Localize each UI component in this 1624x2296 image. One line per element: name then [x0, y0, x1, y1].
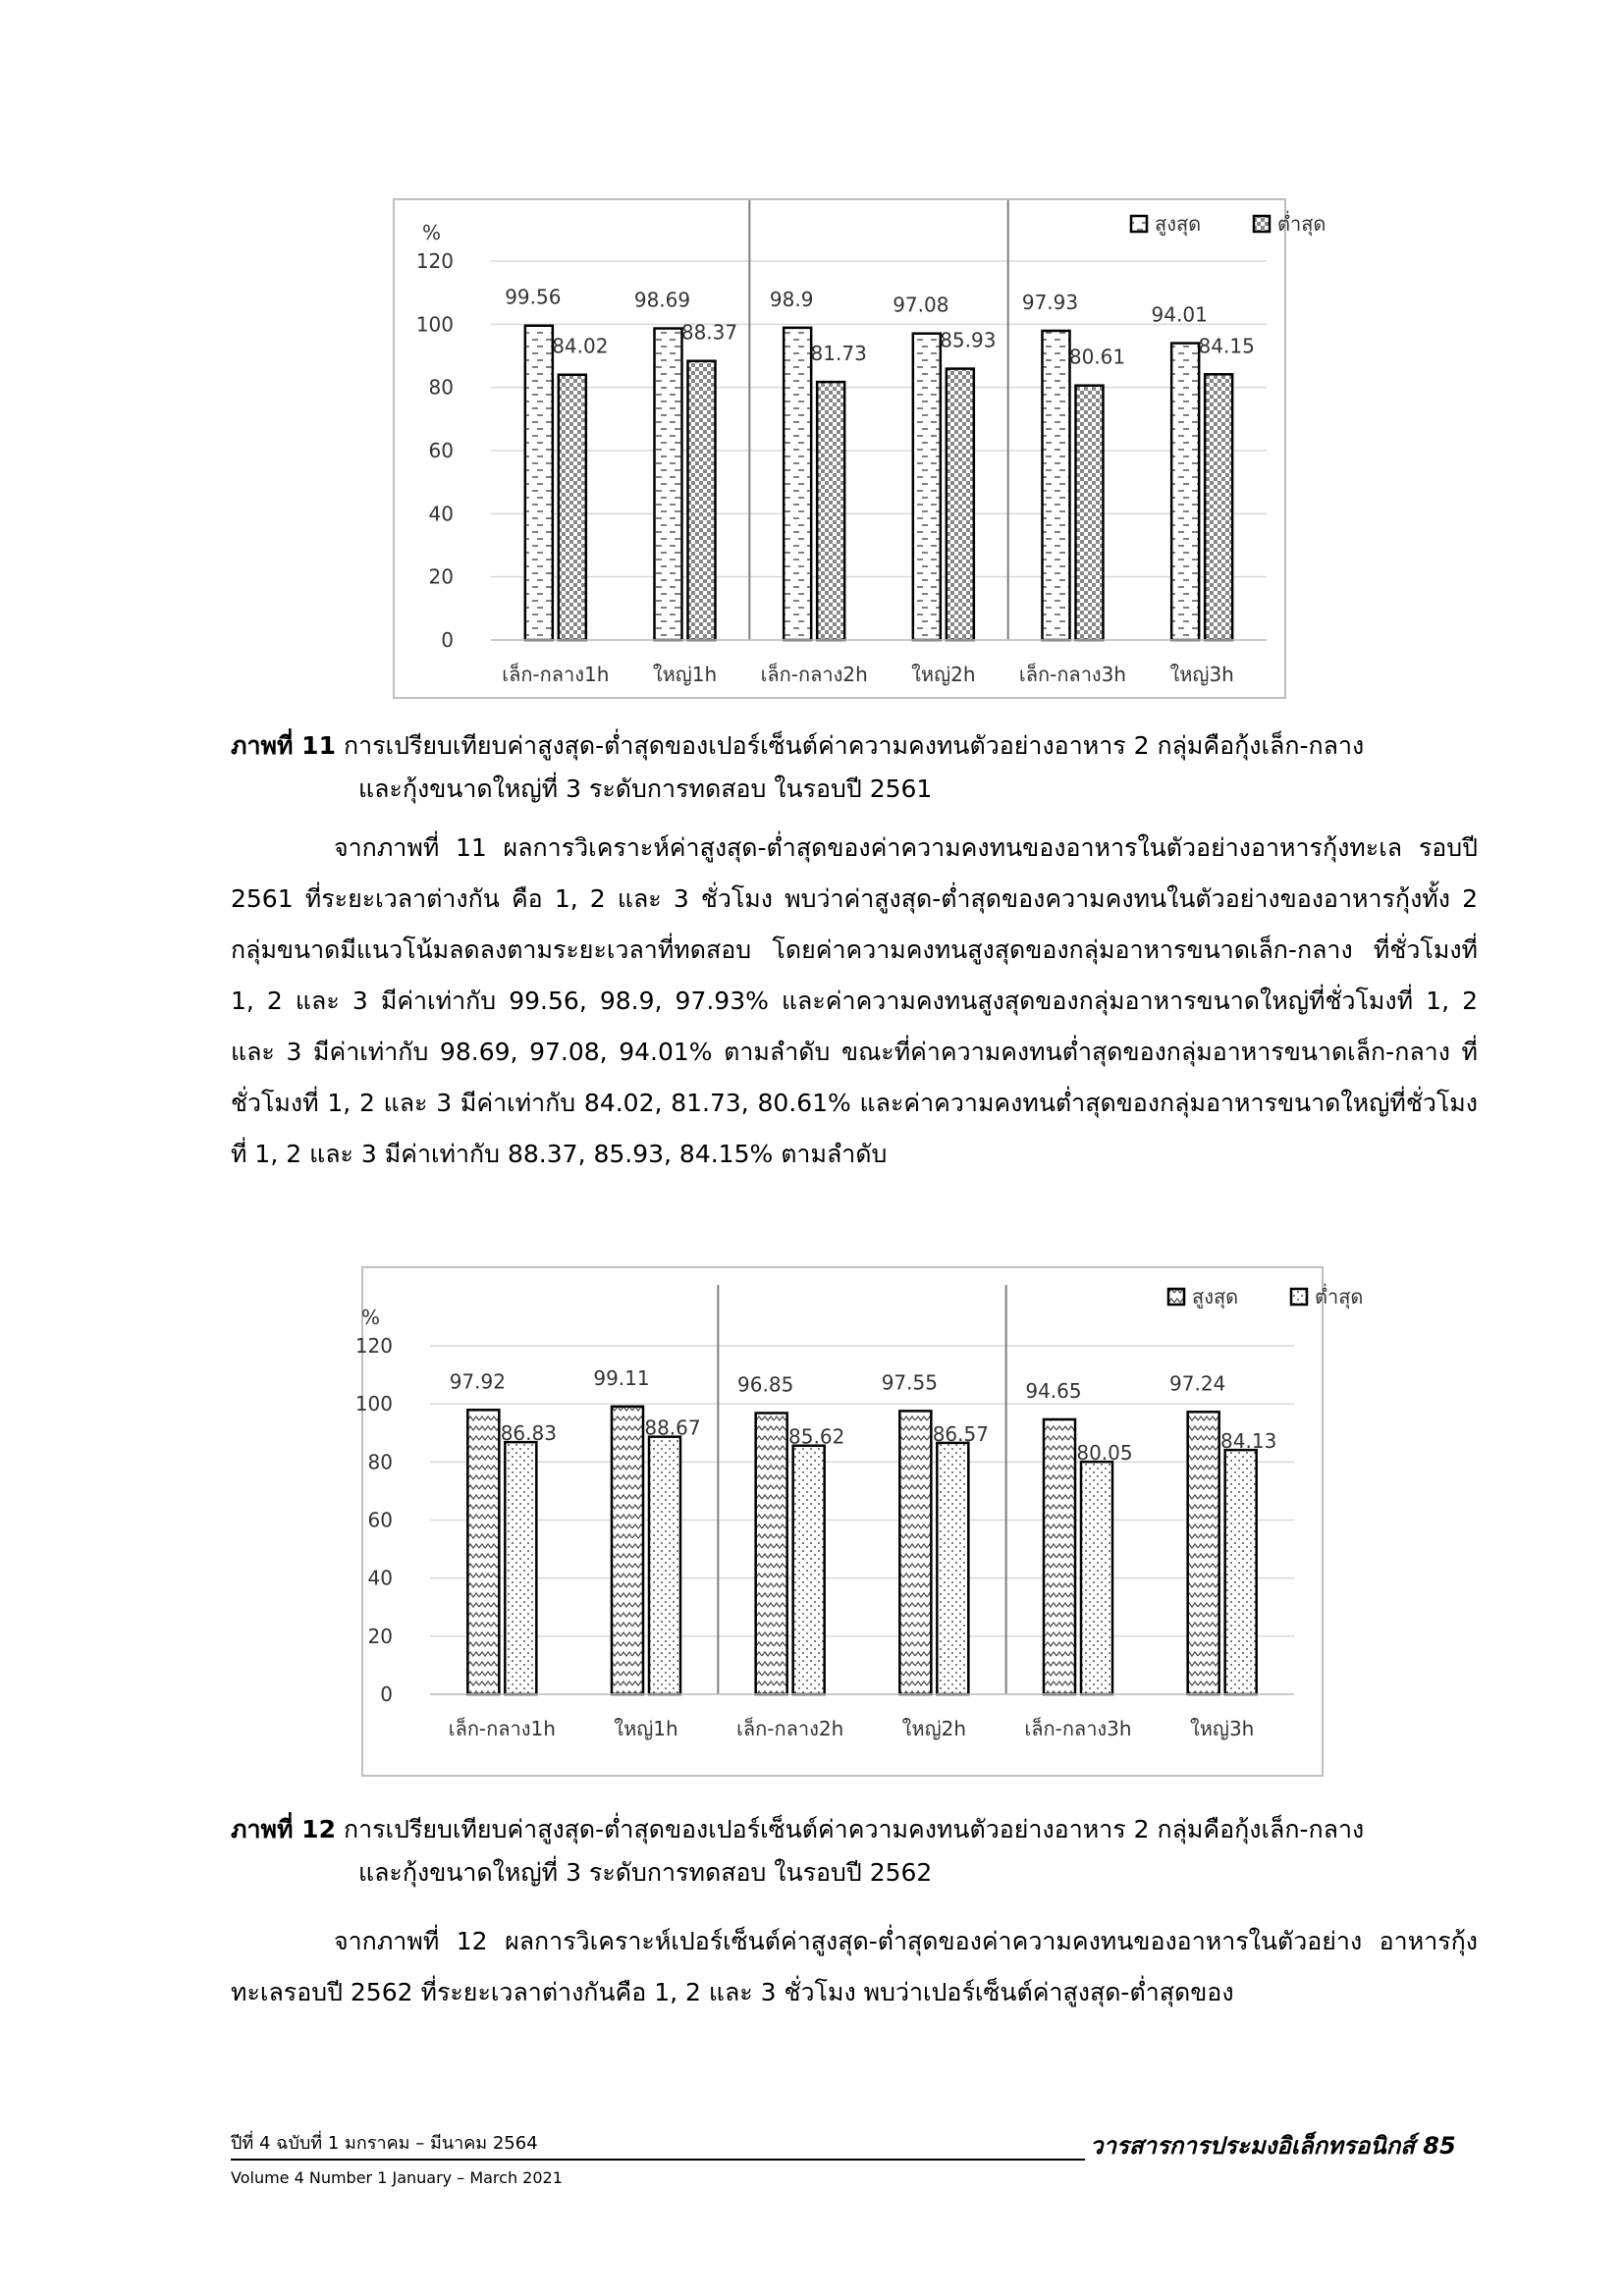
- data-label: 88.37: [680, 320, 738, 345]
- y-tick-label: 80: [367, 1450, 393, 1474]
- y-tick-label: 0: [380, 1682, 393, 1706]
- data-label: 88.67: [644, 1415, 701, 1440]
- y-tick-label: 40: [428, 502, 454, 526]
- footer-divider: [231, 2159, 1085, 2161]
- data-label: 94.01: [1151, 302, 1208, 327]
- bar-min: [559, 375, 586, 640]
- bar-min: [947, 369, 974, 640]
- figure-12-caption-line1: การเปรียบเทียบค่าสูงสุด-ต่ำสุดของเปอร์เซ็นต์ค่าความคงทนตัวอย่างอาหาร 2 กลุ่มคือกุ้งเล็ก-กลาง: [343, 1815, 1365, 1843]
- legend-label: สูงสุด: [1192, 1285, 1239, 1308]
- y-tick-label: 120: [415, 249, 454, 273]
- figure-12-caption-line2: และกุ้งขนาดใหญ่ที่ 3 ระดับการทดสอบ ในรอบปี 2562: [358, 1858, 933, 1887]
- data-label: 84.02: [552, 334, 609, 358]
- bar-min: [649, 1437, 680, 1694]
- y-tick-label: 20: [367, 1624, 393, 1648]
- legend-swatch: [1254, 216, 1270, 232]
- x-tick-label: เล็ก-กลาง2h: [760, 663, 868, 686]
- legend-label: ต่ำสุด: [1277, 212, 1326, 236]
- bar-min: [1205, 374, 1232, 640]
- data-label: 97.08: [893, 293, 949, 317]
- data-label: 84.13: [1220, 1429, 1277, 1454]
- data-label: 80.05: [1076, 1441, 1133, 1466]
- x-tick-label: เล็ก-กลาง1h: [502, 663, 610, 686]
- legend-label: ต่ำสุด: [1315, 1285, 1364, 1308]
- footer-page-number: 85: [1423, 2132, 1456, 2160]
- bar-min: [1076, 386, 1104, 640]
- bar-max: [899, 1411, 931, 1694]
- figure-12-label: ภาพที่ 12: [231, 1815, 336, 1843]
- y-tick-label: 0: [441, 628, 454, 652]
- bar-max: [756, 1413, 787, 1694]
- bar-min: [505, 1442, 536, 1694]
- footer-journal: [1090, 2126, 1456, 2164]
- paragraph-2-first: จากภาพที่ 12 ผลการวิเคราะห์เปอร์เซ็นต์ค่าสูงสุด-ต่ำสุดของค่าความคงทนของอาหารในตัวอย่าง: [334, 1927, 1363, 1955]
- x-tick-label: เล็ก-กลาง3h: [1024, 1717, 1132, 1740]
- bar-max: [784, 328, 811, 640]
- paragraph-1-first: จากภาพที่ 11 ผลการวิเคราะห์ค่าสูงสุด-ต่ำสุดของค่าความคงทนของอาหารในตัวอย่างอาหารกุ้งทะเล: [334, 833, 1403, 862]
- data-label: 94.65: [1025, 1378, 1082, 1403]
- figure-11-chart: [393, 198, 1326, 699]
- footer-issue-th: ปีที่ 4 ฉบับที่ 1 มกราคม – มีนาคม 2564: [231, 2133, 538, 2154]
- figure-11-caption: [231, 724, 1478, 811]
- bar-max: [1044, 1419, 1075, 1694]
- x-tick-label: ใหญ่3h: [1189, 1717, 1255, 1740]
- bar-max: [655, 329, 682, 640]
- y-tick-label: 40: [367, 1566, 393, 1590]
- x-tick-label: เล็ก-กลาง1h: [448, 1717, 556, 1740]
- x-tick-label: เล็ก-กลาง2h: [736, 1717, 844, 1740]
- paragraph-1: [231, 823, 1478, 1180]
- data-label: 84.15: [1198, 334, 1255, 358]
- y-axis-label: %: [361, 1306, 381, 1329]
- bar-min: [937, 1443, 968, 1694]
- bar-min: [817, 382, 844, 640]
- data-label: 85.62: [788, 1424, 845, 1449]
- footer-issue: [231, 2128, 563, 2187]
- legend-swatch: [1291, 1289, 1307, 1305]
- y-tick-label: 100: [415, 312, 454, 337]
- legend-label: สูงสุด: [1155, 212, 1202, 236]
- data-label: 97.92: [449, 1369, 506, 1394]
- bar-max: [1188, 1412, 1219, 1694]
- data-label: 97.93: [1021, 290, 1079, 314]
- figure-11-caption-line1: การเปรียบเทียบค่าสูงสุด-ต่ำสุดของเปอร์เซ็นต์ค่าความคงทนตัวอย่างอาหาร 2 กลุ่มคือกุ้งเล็ก-กลาง: [343, 731, 1365, 760]
- data-label: 80.61: [1068, 345, 1126, 369]
- bar-max: [1171, 344, 1199, 640]
- data-label: 86.83: [500, 1421, 557, 1446]
- y-tick-label: 60: [367, 1508, 393, 1532]
- bar-min: [688, 361, 716, 640]
- legend-swatch: [1168, 1289, 1184, 1305]
- paragraph-2: [231, 1916, 1478, 2018]
- legend-swatch: [1131, 216, 1147, 232]
- data-label: 98.69: [633, 288, 691, 312]
- figure-12-caption: [231, 1808, 1478, 1895]
- y-tick-label: 20: [428, 564, 454, 589]
- figure-12-chart: [354, 1266, 1364, 1777]
- x-tick-label: ใหญ่2h: [911, 663, 976, 686]
- y-tick-label: 80: [428, 375, 454, 400]
- y-axis-label: %: [422, 221, 442, 244]
- data-label: 86.57: [932, 1421, 989, 1446]
- y-tick-label: 120: [354, 1334, 393, 1358]
- bar-max: [467, 1410, 499, 1694]
- x-tick-label: ใหญ่2h: [901, 1717, 967, 1740]
- y-tick-label: 100: [354, 1392, 393, 1416]
- x-tick-label: ใหญ่1h: [614, 1717, 678, 1740]
- bar-max: [525, 326, 553, 640]
- data-label: 96.85: [737, 1372, 794, 1397]
- data-label: 81.73: [810, 342, 867, 366]
- figure-11-caption-line2: และกุ้งขนาดใหญ่ที่ 3 ระดับการทดสอบ ในรอบปี 2561: [358, 774, 933, 803]
- data-label: 99.56: [505, 285, 562, 309]
- x-tick-label: ใหญ่1h: [652, 663, 718, 686]
- data-label: 99.11: [593, 1365, 650, 1390]
- paragraph-2-rest: อาหารกุ้งทะเลรอบปี 2562 ที่ระยะเวลาต่างกันคือ 1, 2 และ 3 ชั่วโมง พบว่าเปอร์เซ็นต์ค่าสูงสุด-ต่ำสุดของ: [231, 1927, 1478, 2006]
- footer-journal-name: วารสารการประมงอิเล็กทรอนิกส์: [1090, 2132, 1415, 2160]
- data-label: 85.93: [940, 328, 997, 352]
- bar-max: [612, 1407, 643, 1694]
- bar-min: [1225, 1450, 1257, 1694]
- paragraph-1-rest: รอบปี 2561 ที่ระยะเวลาต่างกัน คือ 1, 2 และ 3 ชั่วโมง พบว่าค่าสูงสุด-ต่ำสุดของความคงทนในตัวอย่างของอาหารกุ้งทั้ง 2 กลุ่มขนาดมีแนวโน้มลดลงตามระยะเวลาที่ทดสอบ โดยค่าความคงทนสูงสุดของกลุ่มอาหารขนาดเล็ก-กลาง ที่ชั่วโมงที่ 1, 2 และ 3 มีค่าเท่ากับ 99.56, 98.9, 97.93% และค่าความคงทนสูงสุดของกลุ่มอาหารขนาดใหญ่ที่ชั่วโมงที่ 1, 2 และ 3 มีค่าเท่ากับ 98.69, 97.08, 94.01% ตามลำดับ ขณะที่ค่าความคงทนต่ำสุดของกลุ่มอาหารขนาดเล็ก-กลาง ที่ชั่วโมงที่ 1, 2 และ 3 มีค่าเท่ากับ 84.02, 81.73, 80.61% และค่าความคงทนต่ำสุดของกลุ่มอาหารขนาดใหญ่ที่ชั่วโมงที่ 1, 2 และ 3 มีค่าเท่ากับ 88.37, 85.93, 84.15% ตามลำดับ: [231, 833, 1478, 1168]
- bar-max: [913, 334, 941, 640]
- bar-min: [793, 1446, 825, 1694]
- y-tick-label: 60: [428, 439, 454, 462]
- data-label: 97.24: [1169, 1371, 1226, 1396]
- bar-max: [1043, 331, 1070, 640]
- x-tick-label: ใหญ่3h: [1169, 663, 1234, 686]
- data-label: 98.9: [769, 287, 814, 311]
- figure-11-label: ภาพที่ 11: [231, 731, 336, 760]
- x-tick-label: เล็ก-กลาง3h: [1018, 663, 1127, 686]
- data-label: 97.55: [881, 1370, 938, 1395]
- footer-issue-en: Volume 4 Number 1 January – March 2021: [231, 2168, 563, 2187]
- bar-min: [1081, 1462, 1112, 1694]
